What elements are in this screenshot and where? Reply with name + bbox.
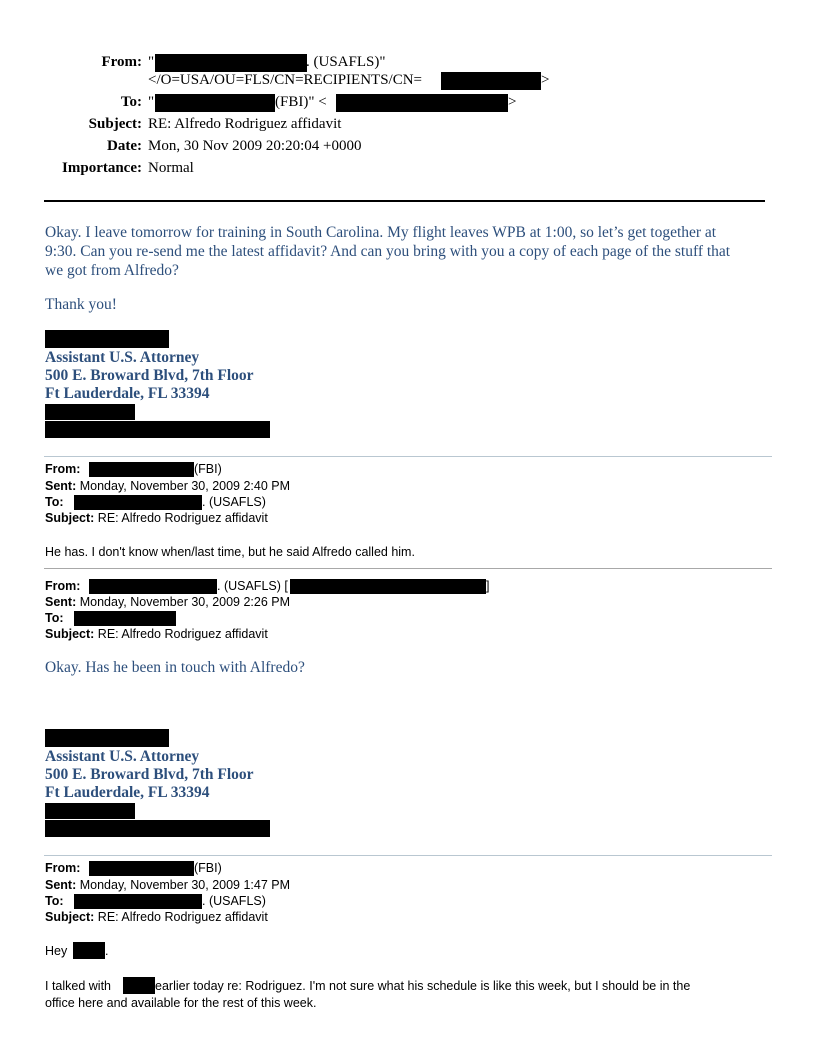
from-org: (FBI)	[194, 861, 222, 875]
from-label: From:	[45, 579, 81, 593]
redaction-box	[45, 330, 169, 348]
subject-label: Subject:	[45, 910, 95, 924]
signature-address: 500 E. Broward Blvd, 7th Floor	[45, 766, 254, 783]
body-line: we got from Alfredo?	[45, 262, 179, 279]
to-org: (FBI)" <	[275, 94, 327, 110]
from-org: (FBI)	[194, 462, 222, 476]
quoted-from-line	[45, 579, 80, 593]
redaction-box	[155, 54, 307, 72]
quoted-sent-line	[45, 878, 290, 892]
redaction-box	[290, 579, 486, 594]
from-org: . (USAFLS)"	[306, 54, 386, 70]
subject-value: RE: Alfredo Rodriguez affidavit	[148, 116, 342, 132]
body-line: office here and available for the rest of this week.	[45, 996, 317, 1010]
subject-value: RE: Alfredo Rodriguez affidavit	[94, 910, 268, 924]
redaction-box	[45, 820, 270, 837]
from-label: From:	[45, 462, 81, 476]
quoted-from-line	[45, 861, 80, 875]
sent-label: Sent:	[45, 878, 77, 892]
quoted-to-line	[45, 611, 64, 625]
to-label: To:	[45, 894, 64, 908]
redaction-box	[74, 894, 202, 909]
from-org: . (USAFLS) [	[217, 579, 288, 593]
quoted-from-line	[45, 462, 80, 476]
redaction-box	[45, 404, 135, 420]
from-open-quote: "	[148, 54, 155, 70]
subject-label: Subject:	[45, 511, 95, 525]
sent-value: Monday, November 30, 2009 1:47 PM	[76, 878, 291, 892]
message-separator	[44, 456, 772, 457]
greeting-end: .	[105, 944, 109, 958]
body-line: earlier today re: Rodriguez. I'm not sure what his schedule is like this week, but I should be in the	[155, 979, 691, 993]
redaction-box	[73, 942, 105, 959]
subject-value: RE: Alfredo Rodriguez affidavit	[94, 627, 268, 641]
signature-title: Assistant U.S. Attorney	[45, 349, 200, 366]
redaction-box	[89, 579, 217, 594]
message-separator	[44, 568, 772, 569]
date-label: Date:	[107, 138, 142, 154]
from-address-suffix: >	[541, 72, 550, 88]
sent-value: Monday, November 30, 2009 2:26 PM	[76, 595, 291, 609]
to-close: >	[508, 94, 517, 110]
signature-title: Assistant U.S. Attorney	[45, 748, 200, 765]
quoted-to-line	[45, 495, 64, 509]
header-divider	[44, 200, 765, 202]
subject-label: Subject:	[88, 116, 142, 132]
redaction-box	[441, 72, 541, 90]
redaction-box	[123, 977, 155, 994]
quoted-sent-line	[45, 595, 290, 609]
date-value: Mon, 30 Nov 2009 20:20:04 +0000	[148, 138, 362, 154]
from-label: From:	[101, 54, 142, 70]
quoted-to-line	[45, 894, 64, 908]
redaction-box	[74, 611, 176, 626]
redaction-box	[45, 421, 270, 438]
subject-label: Subject:	[45, 627, 95, 641]
signature-address: 500 E. Broward Blvd, 7th Floor	[45, 367, 254, 384]
quoted-subject-line	[45, 910, 268, 924]
importance-label: Importance:	[62, 160, 142, 176]
message-separator	[44, 855, 772, 856]
thank-you-line: Thank you!	[45, 296, 117, 313]
redaction-box	[74, 495, 202, 510]
to-label: To:	[45, 495, 64, 509]
to-org: . (USAFLS)	[202, 894, 266, 908]
from-close: ]	[486, 579, 490, 593]
quoted-body: He has. I don't know when/last time, but he said Alfredo called him.	[45, 545, 415, 559]
quoted-sent-line	[45, 479, 290, 493]
redaction-box	[155, 94, 275, 112]
redaction-box	[89, 462, 194, 477]
body-line: Okay. I leave tomorrow for training in South Carolina. My flight leaves WPB at 1:00, so let’s get together at	[45, 224, 717, 241]
body-line: 9:30. Can you re-send me the latest affidavit? And can you bring with you a copy of each page of the stuff that	[45, 243, 731, 260]
quoted-subject-line	[45, 511, 268, 525]
redaction-box	[89, 861, 194, 876]
signature-city: Ft Lauderdale, FL 33394	[45, 385, 210, 402]
redaction-box	[45, 729, 169, 747]
from-label: From:	[45, 861, 81, 875]
to-org: . (USAFLS)	[202, 495, 266, 509]
to-open-quote: "	[148, 94, 155, 110]
subject-value: RE: Alfredo Rodriguez affidavit	[94, 511, 268, 525]
sent-value: Monday, November 30, 2009 2:40 PM	[76, 479, 291, 493]
sent-label: Sent:	[45, 479, 77, 493]
redaction-box	[336, 94, 508, 112]
greeting: Hey	[45, 944, 68, 958]
body-prefix: I talked with	[45, 979, 112, 993]
sent-label: Sent:	[45, 595, 77, 609]
quoted-body: Okay. Has he been in touch with Alfredo?	[45, 659, 305, 676]
importance-value: Normal	[148, 160, 194, 176]
quoted-subject-line	[45, 627, 268, 641]
to-label: To:	[120, 94, 142, 110]
to-label: To:	[45, 611, 64, 625]
from-address-prefix: </O=USA/OU=FLS/CN=RECIPIENTS/CN=	[148, 72, 422, 88]
redaction-box	[45, 803, 135, 819]
signature-city: Ft Lauderdale, FL 33394	[45, 784, 210, 801]
